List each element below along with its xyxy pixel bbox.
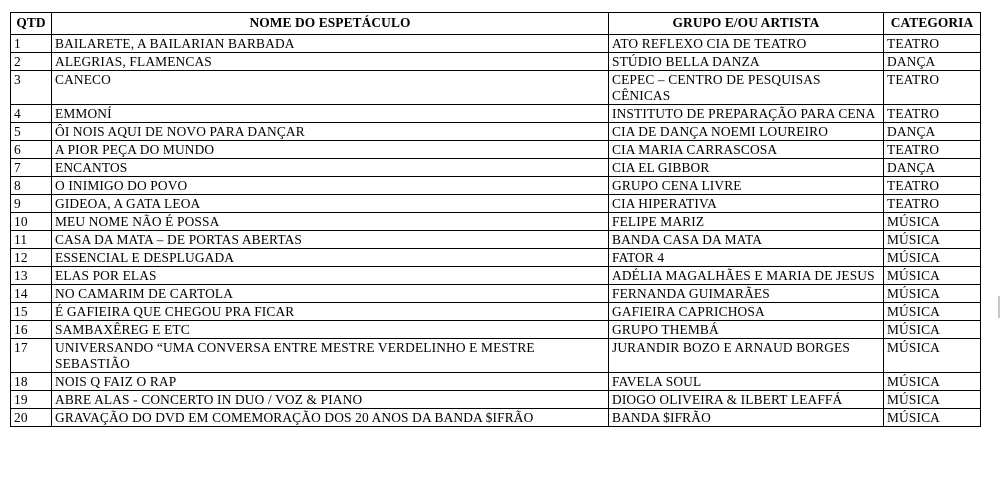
cell-group-artist: FERNANDA GUIMARÃES (609, 285, 884, 303)
cell-show-name: ELAS POR ELAS (52, 267, 609, 285)
cell-category: TEATRO (884, 71, 981, 105)
table-row (11, 141, 981, 159)
header-category: CATEGORIA (884, 13, 981, 35)
table-row (11, 339, 981, 373)
cell-show-name: BAILARETE, A BAILARIAN BARBADA (52, 35, 609, 53)
table-row (11, 249, 981, 267)
cell-category: TEATRO (884, 195, 981, 213)
cell-category: TEATRO (884, 35, 981, 53)
cell-qtd: 5 (11, 123, 52, 141)
cell-group-artist: DIOGO OLIVEIRA & ILBERT LEAFFÁ (609, 391, 884, 409)
cell-qtd: 3 (11, 71, 52, 105)
cell-category: MÚSICA (884, 339, 981, 373)
cell-category: MÚSICA (884, 409, 981, 427)
scrollbar-edge (998, 296, 1000, 318)
cell-category: DANÇA (884, 123, 981, 141)
cell-qtd: 14 (11, 285, 52, 303)
table-row (11, 123, 981, 141)
cell-category: MÚSICA (884, 249, 981, 267)
cell-qtd: 6 (11, 141, 52, 159)
cell-show-name: CASA DA MATA – DE PORTAS ABERTAS (52, 231, 609, 249)
cell-qtd: 12 (11, 249, 52, 267)
cell-category: MÚSICA (884, 303, 981, 321)
cell-category: TEATRO (884, 105, 981, 123)
cell-category: MÚSICA (884, 213, 981, 231)
cell-qtd: 15 (11, 303, 52, 321)
table-row (11, 35, 981, 53)
cell-qtd: 16 (11, 321, 52, 339)
cell-show-name: É GAFIEIRA QUE CHEGOU PRA FICAR (52, 303, 609, 321)
cell-group-artist: FAVELA SOUL (609, 373, 884, 391)
cell-group-artist: GAFIEIRA CAPRICHOSA (609, 303, 884, 321)
shows-table (10, 12, 981, 427)
cell-group-artist: CIA DE DANÇA NOEMI LOUREIRO (609, 123, 884, 141)
table-row (11, 285, 981, 303)
cell-category: DANÇA (884, 53, 981, 71)
cell-category: MÚSICA (884, 285, 981, 303)
table-row (11, 321, 981, 339)
cell-category: MÚSICA (884, 267, 981, 285)
table-row (11, 213, 981, 231)
cell-show-name: GRAVAÇÃO DO DVD EM COMEMORAÇÃO DOS 20 ANOS DA BANDA $IFRÃO (52, 409, 609, 427)
cell-show-name: ALEGRIAS, FLAMENCAS (52, 53, 609, 71)
cell-show-name: NO CAMARIM DE CARTOLA (52, 285, 609, 303)
cell-show-name: O INIMIGO DO POVO (52, 177, 609, 195)
cell-group-artist: JURANDIR BOZO E ARNAUD BORGES (609, 339, 884, 373)
cell-category: MÚSICA (884, 391, 981, 409)
table-row (11, 71, 981, 105)
table-row (11, 195, 981, 213)
cell-group-artist: CIA EL GIBBOR (609, 159, 884, 177)
cell-group-artist: BANDA $IFRÃO (609, 409, 884, 427)
cell-group-artist: CEPEC – CENTRO DE PESQUISAS CÊNICAS (609, 71, 884, 105)
cell-show-name: MEU NOME NÃO É POSSA (52, 213, 609, 231)
cell-category: MÚSICA (884, 321, 981, 339)
header-group-artist: GRUPO E/OU ARTISTA (609, 13, 884, 35)
table-row (11, 177, 981, 195)
cell-category: TEATRO (884, 141, 981, 159)
cell-qtd: 7 (11, 159, 52, 177)
cell-qtd: 10 (11, 213, 52, 231)
table-row (11, 159, 981, 177)
cell-group-artist: ADÉLIA MAGALHÃES E MARIA DE JESUS (609, 267, 884, 285)
cell-qtd: 17 (11, 339, 52, 373)
cell-show-name: EMMONÍ (52, 105, 609, 123)
cell-show-name: A PIOR PEÇA DO MUNDO (52, 141, 609, 159)
cell-qtd: 9 (11, 195, 52, 213)
table-row (11, 267, 981, 285)
cell-qtd: 1 (11, 35, 52, 53)
table-row (11, 105, 981, 123)
cell-group-artist: CIA MARIA CARRASCOSA (609, 141, 884, 159)
table-header-row (11, 13, 981, 35)
cell-group-artist: BANDA CASA DA MATA (609, 231, 884, 249)
cell-show-name: UNIVERSANDO “UMA CONVERSA ENTRE MESTRE VERDELINHO E MESTRE SEBASTIÃO (52, 339, 609, 373)
cell-qtd: 18 (11, 373, 52, 391)
cell-group-artist: FELIPE MARIZ (609, 213, 884, 231)
cell-show-name: NOIS Q FAIZ O RAP (52, 373, 609, 391)
cell-qtd: 13 (11, 267, 52, 285)
cell-qtd: 19 (11, 391, 52, 409)
table-row (11, 391, 981, 409)
cell-group-artist: ATO REFLEXO CIA DE TEATRO (609, 35, 884, 53)
table-row (11, 373, 981, 391)
cell-show-name: ENCANTOS (52, 159, 609, 177)
cell-group-artist: CIA HIPERATIVA (609, 195, 884, 213)
cell-qtd: 8 (11, 177, 52, 195)
cell-show-name: GIDEOA, A GATA LEOA (52, 195, 609, 213)
cell-group-artist: INSTITUTO DE PREPARAÇÃO PARA CENA (609, 105, 884, 123)
cell-show-name: ESSENCIAL E DESPLUGADA (52, 249, 609, 267)
cell-category: MÚSICA (884, 231, 981, 249)
table-body (11, 35, 981, 427)
cell-qtd: 2 (11, 53, 52, 71)
cell-show-name: SAMBAXÊREG E ETC (52, 321, 609, 339)
table-row (11, 409, 981, 427)
cell-show-name: CANECO (52, 71, 609, 105)
cell-group-artist: FATOR 4 (609, 249, 884, 267)
cell-group-artist: STÚDIO BELLA DANZA (609, 53, 884, 71)
header-qtd: QTD (11, 13, 52, 35)
table-row (11, 303, 981, 321)
cell-category: DANÇA (884, 159, 981, 177)
table-row (11, 53, 981, 71)
cell-category: TEATRO (884, 177, 981, 195)
cell-group-artist: GRUPO CENA LIVRE (609, 177, 884, 195)
cell-qtd: 4 (11, 105, 52, 123)
cell-qtd: 20 (11, 409, 52, 427)
cell-show-name: ÔI NOIS AQUI DE NOVO PARA DANÇAR (52, 123, 609, 141)
cell-show-name: ABRE ALAS - CONCERTO IN DUO / VOZ & PIANO (52, 391, 609, 409)
cell-group-artist: GRUPO THEMBÁ (609, 321, 884, 339)
cell-category: MÚSICA (884, 373, 981, 391)
header-show-name: NOME DO ESPETÁCULO (52, 13, 609, 35)
cell-qtd: 11 (11, 231, 52, 249)
table-row (11, 231, 981, 249)
